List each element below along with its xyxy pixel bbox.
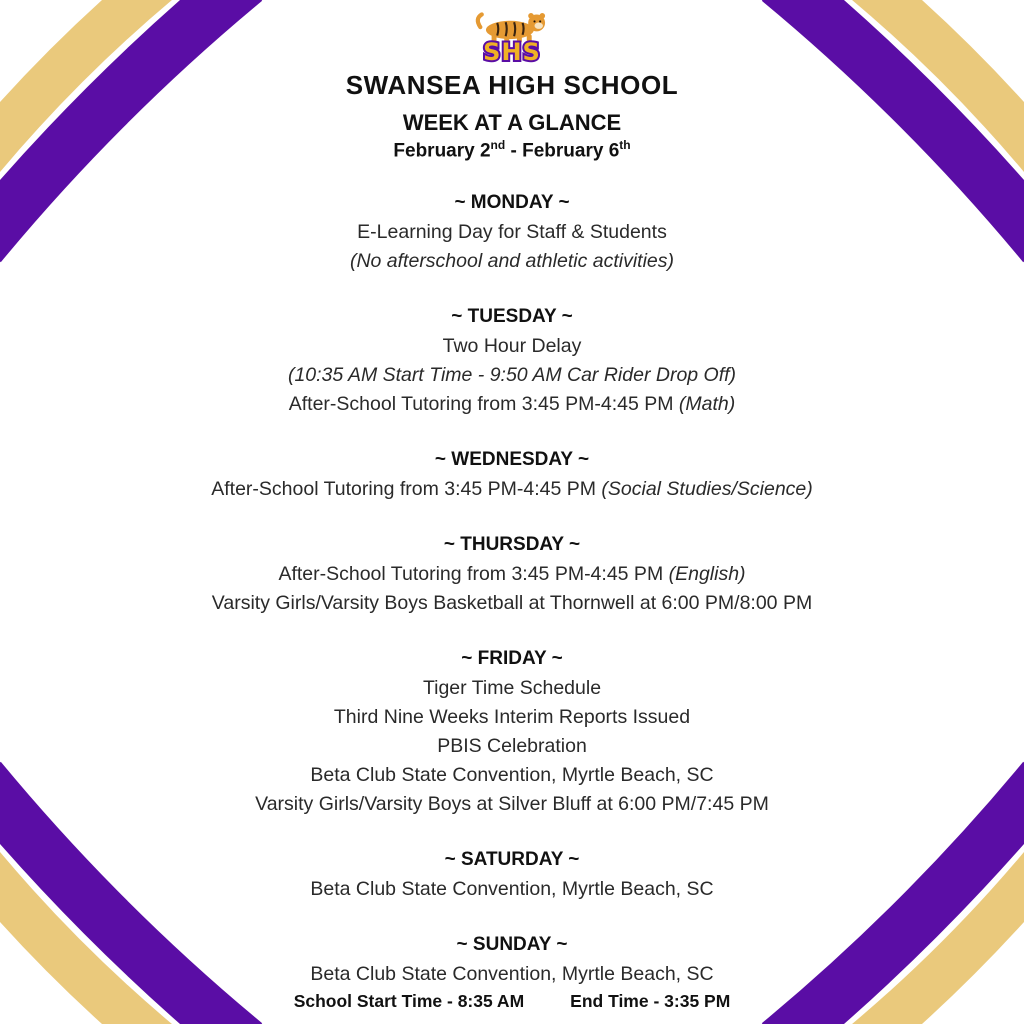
day-section bbox=[211, 188, 813, 276]
page-title: WEEK AT A GLANCE bbox=[402, 110, 622, 135]
school-start-time: School Start Time - 8:35 AM bbox=[293, 991, 525, 1011]
day-section bbox=[211, 644, 813, 819]
date-ordinal-suffix: th bbox=[619, 138, 631, 152]
schedule-line: Varsity Girls/Varsity Boys at Silver Bluff at 6:00 PM/7:45 PM bbox=[255, 793, 769, 816]
schedule-line: Two Hour Delay bbox=[442, 335, 582, 358]
schedule-line: Third Nine Weeks Interim Reports Issued bbox=[333, 706, 691, 729]
shs-logo bbox=[346, 38, 679, 66]
school-name: SWANSEA HIGH SCHOOL bbox=[345, 70, 679, 100]
day-section bbox=[211, 930, 813, 989]
day-title: ~ WEDNESDAY ~ bbox=[434, 449, 590, 471]
day-title: ~ THURSDAY ~ bbox=[443, 534, 581, 556]
schedule-line: Beta Club State Convention, Myrtle Beach, SC bbox=[310, 878, 714, 901]
date-ordinal-suffix: nd bbox=[490, 138, 506, 152]
date-text: February 2 bbox=[393, 140, 491, 162]
schedule-line: E-Learning Day for Staff & Students bbox=[357, 221, 667, 244]
day-section bbox=[211, 530, 813, 618]
day-title: ~ FRIDAY ~ bbox=[461, 648, 563, 670]
day-title: ~ MONDAY ~ bbox=[454, 192, 570, 214]
day-title: ~ TUESDAY ~ bbox=[451, 306, 573, 328]
day-section bbox=[211, 845, 813, 904]
date-text: - February 6 bbox=[505, 140, 620, 162]
schedule-line: (No afterschool and athletic activities) bbox=[349, 250, 675, 273]
schedule-line: PBIS Celebration bbox=[437, 735, 587, 758]
date-range bbox=[346, 138, 679, 162]
flyer-footer bbox=[294, 991, 731, 1024]
day-section bbox=[211, 445, 813, 504]
day-title: ~ SATURDAY ~ bbox=[444, 849, 580, 871]
schedule-line: Varsity Girls/Varsity Boys Basketball at Thornwell at 6:00 PM/8:00 PM bbox=[211, 592, 813, 615]
schedule-line: Beta Club State Convention, Myrtle Beach, SC bbox=[310, 764, 714, 787]
schedule-line: After-School Tutoring from 3:45 PM-4:45 PM (Social Studies/Science) bbox=[211, 478, 813, 501]
shs-logo-text: SHS bbox=[483, 38, 541, 66]
schedule-line: After-School Tutoring from 3:45 PM-4:45 PM (English) bbox=[278, 563, 746, 586]
schedule-line: Tiger Time Schedule bbox=[422, 677, 602, 700]
flyer-header bbox=[346, 0, 679, 162]
day-title: ~ SUNDAY ~ bbox=[456, 934, 568, 956]
schedule bbox=[211, 188, 813, 989]
school-end-time: End Time - 3:35 PM bbox=[570, 991, 731, 1011]
schedule-line: After-School Tutoring from 3:45 PM-4:45 PM (Math) bbox=[288, 393, 736, 416]
day-section bbox=[211, 302, 813, 419]
schedule-line: Beta Club State Convention, Myrtle Beach, SC bbox=[310, 963, 714, 986]
schedule-line: (10:35 AM Start Time - 9:50 AM Car Rider Drop Off) bbox=[287, 364, 737, 387]
